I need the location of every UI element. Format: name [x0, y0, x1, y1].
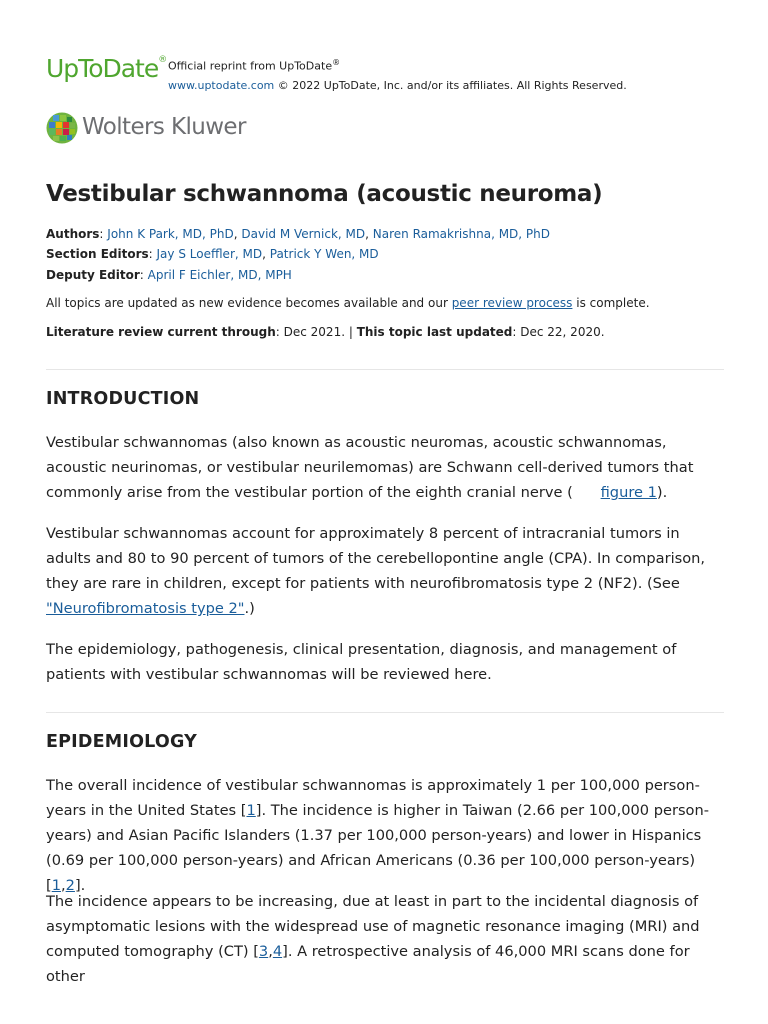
- wolters-kluwer-mark-icon: [46, 112, 78, 144]
- reprint-header: [46, 53, 724, 93]
- deputy-editor-label: Deputy Editor: [46, 268, 140, 282]
- deputy-editor-line: Deputy Editor: April F Eichler, MD, MPH: [46, 268, 292, 282]
- intro-paragraph-3: The epidemiology, pathogenesis, clinical presentation, diagnosis, and management of patients with vestibular schwannomas will be reviewed here.: [46, 641, 677, 683]
- introduction-heading: INTRODUCTION: [46, 389, 200, 409]
- uptodate-logo[interactable]: UpToDate®: [46, 54, 168, 83]
- reference-link[interactable]: 1: [246, 802, 256, 819]
- reference-link[interactable]: 2: [65, 877, 75, 894]
- divider: [46, 369, 724, 370]
- authors-label: Authors: [46, 227, 100, 241]
- reprint-notice: Official reprint from UpToDate® www.uptodate.com © 2022 UpToDate, Inc. and/or its affiliates. All Rights Reserved.: [168, 58, 627, 92]
- authors-line: Authors: John K Park, MD, PhD, David M Vernick, MD, Naren Ramakrishna, MD, PhD: [46, 227, 551, 241]
- copyright-text: © 2022 UpToDate, Inc. and/or its affiliates. All Rights Reserved.: [274, 78, 627, 92]
- epi-paragraph-1: The overall incidence of vestibular schwannomas is approximately 1 per 100,000 person-years in the United States [1]. The incidence is higher in Taiwan (2.66 per 100,000 person-years) and Asian Pacific Islanders (1.37 per 100,000 person-years) and lower in Hispanics (0.69 per 100,000 person-years) and African Americans (0.36 per 100,000 person-years) [1,2].: [46, 777, 709, 894]
- site-link[interactable]: www.uptodate.com: [168, 78, 275, 92]
- author-link[interactable]: Naren Ramakrishna, MD, PhD: [372, 227, 551, 241]
- nf2-topic-link[interactable]: "Neurofibromatosis type 2": [46, 600, 245, 617]
- intro-paragraph-2: Vestibular schwannomas account for approximately 8 percent of intracranial tumors in adults and 80 to 90 percent of tumors of the cerebellopontine angle (CPA). In comparison, they are rare in children, except for patients with neurofibromatosis type 2 (NF2). (See "Neurofibromatosis type 2".): [46, 525, 706, 617]
- intro-paragraph-1: Vestibular schwannomas (also known as acoustic neuromas, acoustic schwannomas, acoustic neurinomas, or vestibular neurilemomas) are Schwann cell-derived tumors that commonly arise from the vestibular portion of the eighth cranial nerve ( figure 1).: [46, 434, 694, 501]
- lit-review-value: : Dec 2021. |: [275, 325, 357, 339]
- peer-review-link[interactable]: peer review process: [451, 296, 573, 310]
- section-editors-line: Section Editors: Jay S Loeffler, MD, Patrick Y Wen, MD: [46, 247, 379, 261]
- reprint-label: Official reprint from UpToDate: [168, 59, 333, 73]
- epi-paragraph-2: The incidence appears to be increasing, due at least in part to the incidental diagnosis of asymptomatic lesions with the widespread use of magnetic resonance imaging (MRI) and computed tomography (CT) [3,4]. A retrospective analysis of 46,000 MRI scans done for other: [46, 893, 700, 985]
- reference-link[interactable]: 3: [258, 943, 269, 960]
- reference-link[interactable]: 1: [51, 877, 61, 894]
- review-dates: [46, 325, 724, 339]
- author-link[interactable]: David M Vernick, MD: [241, 227, 366, 241]
- divider: [46, 712, 724, 713]
- section-editor-link[interactable]: Jay S Loeffler, MD: [156, 247, 263, 261]
- reference-link[interactable]: 4: [272, 943, 283, 960]
- page-title: Vestibular schwannoma (acoustic neuroma): [46, 181, 603, 207]
- epidemiology-heading: EPIDEMIOLOGY: [46, 732, 198, 752]
- section-editors-label: Section Editors: [46, 247, 149, 261]
- last-updated-value: : Dec 22, 2020.: [512, 325, 605, 339]
- last-updated-label: This topic last updated: [356, 325, 513, 339]
- figure-1-link[interactable]: figure 1: [600, 484, 657, 501]
- author-link[interactable]: John K Park, MD, PhD: [107, 227, 234, 241]
- section-editor-link[interactable]: Patrick Y Wen, MD: [269, 247, 379, 261]
- publisher-name: Wolters Kluwer: [82, 114, 246, 140]
- lit-review-label: Literature review current through: [46, 325, 276, 339]
- update-note: All topics are updated as new evidence becomes available and our peer review process is complete.: [46, 296, 650, 310]
- deputy-editor-link[interactable]: April F Eichler, MD, MPH: [147, 268, 292, 282]
